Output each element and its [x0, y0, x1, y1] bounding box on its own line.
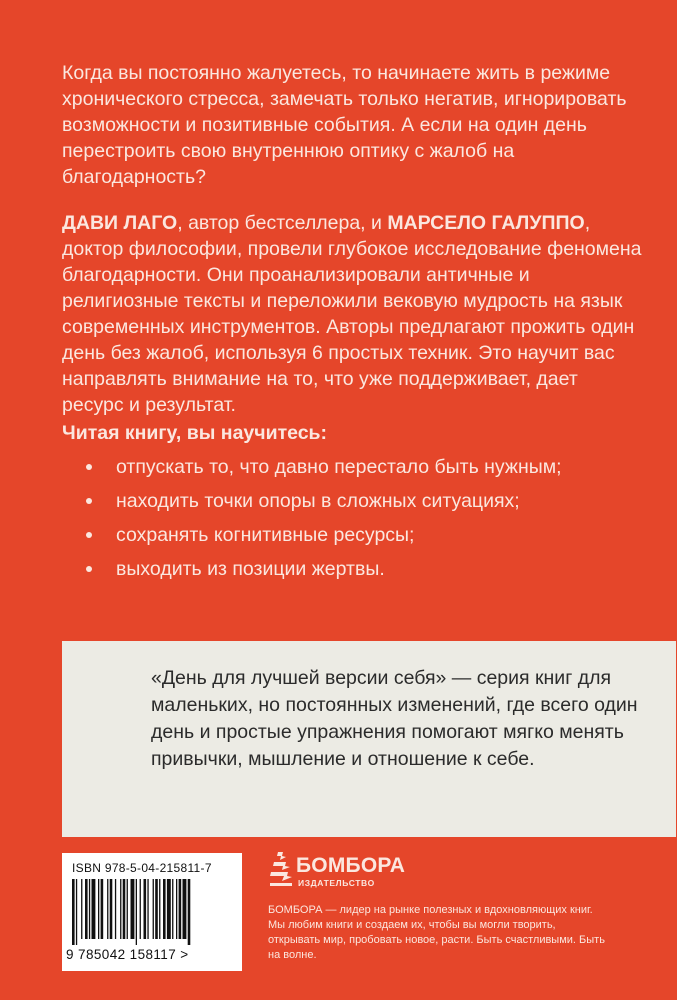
list-item-text: находить точки опоры в сложных ситуациях; — [116, 490, 520, 512]
list-item — [62, 484, 562, 518]
isbn-label: ISBN 978-5-04-215811-7 — [72, 861, 212, 875]
publisher-blurb: БОМБОРА — лидер на рынке полезных и вдохновляющих книг. Мы любим книги и создаем их, чтобы вы могли творить, открывать мир, пробовать новое, расти. Быть счастливыми. Быть на волне. — [268, 904, 605, 961]
author-name-2: МАРСЕЛО ГАЛУППО — [387, 212, 585, 234]
barcode — [72, 879, 232, 945]
intro-paragraph-2-rest: , доктор философии, провели глубокое исследование феномена благодарности. Они проанализировали античные и религиозные тексты и переложили вековую мудрость на язык современных инструментов. Авторы предлагают прожить один день без жалоб, используя 6 простых техник. Это научит вас направлять внимание на то, что уже поддерживает, дает ресурс и результат. — [62, 212, 642, 416]
series-box — [62, 641, 676, 837]
learn-heading: Читая книгу, вы научитесь: — [62, 422, 328, 444]
publisher-logo — [268, 850, 408, 890]
intro-paragraph-1: Когда вы постоянно жалуетесь, то начинаете жить в режиме хронического стресса, замечать только негатив, игнорировать возможности и позитивные события. А если на один день перестроить свою внутреннюю оптику с жалоб на благодарность? — [62, 62, 627, 188]
bullet-icon — [86, 464, 92, 470]
bullet-icon — [86, 566, 92, 572]
list-item — [62, 552, 562, 586]
logo-subtitle: ИЗДАТЕЛЬСТВО — [298, 878, 375, 888]
bullet-icon — [86, 498, 92, 504]
barcode-digits: 9 785042 158117 > — [66, 947, 189, 962]
intro-text — [62, 60, 642, 418]
isbn-box — [62, 853, 242, 971]
list-item — [62, 518, 562, 552]
learn-list — [62, 450, 562, 586]
bullet-icon — [86, 532, 92, 538]
list-item — [62, 450, 562, 484]
series-description: «День для лучшей версии себя» — серия книг для маленьких, но постоянных изменений, где всего один день и простые упражнения помогают мягко менять привычки, мышление и отношение к себе. — [151, 667, 638, 770]
list-item-text: отпускать то, что давно перестало быть нужным; — [116, 456, 562, 478]
intro-paragraph-2 — [62, 210, 642, 418]
list-item-text: выходить из позиции жертвы. — [116, 558, 385, 580]
author-name-1: ДАВИ ЛАГО — [62, 212, 178, 234]
bombora-logo-icon — [268, 850, 294, 890]
list-item-text: сохранять когнитивные ресурсы; — [116, 524, 415, 546]
logo-name: БОМБОРА — [296, 854, 406, 877]
author-connector: , автор бестселлера, и — [177, 212, 388, 234]
